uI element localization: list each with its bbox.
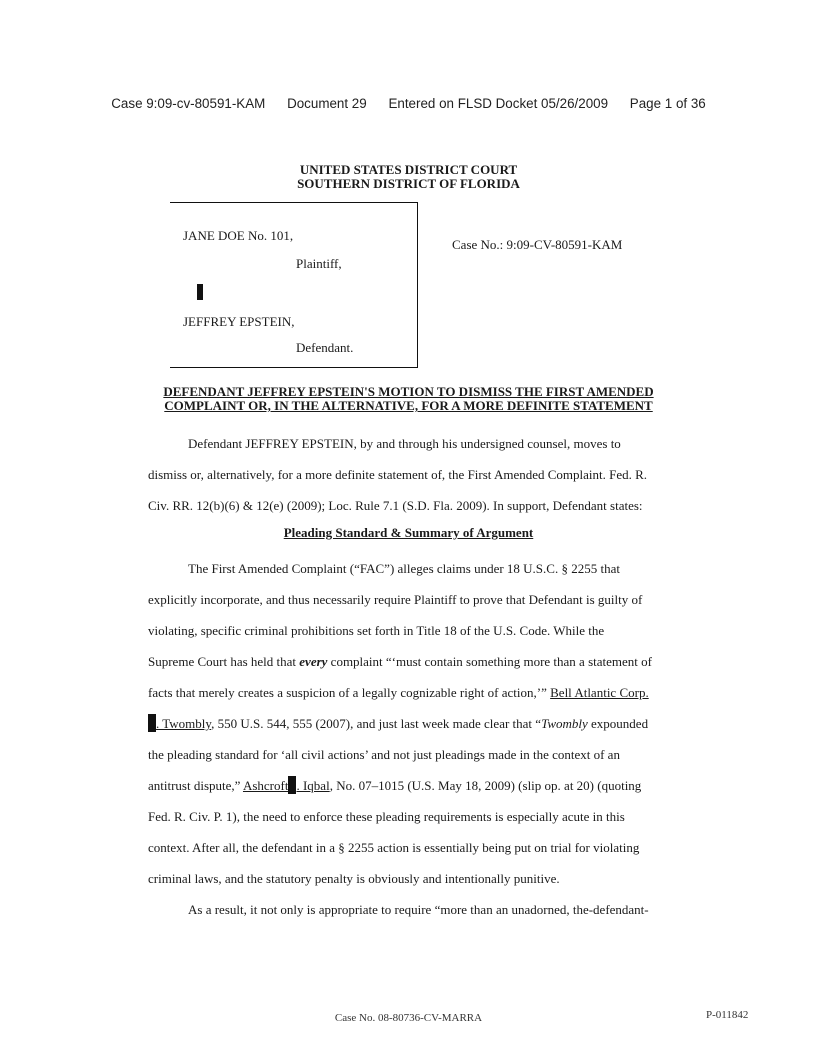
intro-paragraph (148, 428, 688, 521)
header-page: Page 1 of 36 (629, 96, 706, 111)
court-line-1: UNITED STATES DISTRICT COURT (299, 162, 518, 177)
paragraph-line: As a result, it not only is appropriate to require “more than an unadorned, the-defendant- (188, 902, 649, 917)
header-entered: Entered on FLSD Docket 05/26/2009 (388, 96, 609, 111)
case-caption-box (170, 202, 418, 368)
plaintiff-name: JANE DOE No. 101, (183, 228, 294, 243)
intro-line: Civ. RR. 12(b)(6) & 12(e) (2009); Loc. Rule 7.1 (S.D. Fla. 2009). In support, Defendant states: (148, 498, 643, 513)
paragraph-line (148, 646, 688, 677)
argument-paragraph (148, 553, 688, 925)
header-case: Case 9:09-cv-80591-KAM (111, 96, 266, 111)
ecf-header (0, 96, 817, 111)
defendant-name: JEFFREY EPSTEIN, (183, 314, 295, 329)
text-run: facts that merely creates a suspicion of a legally cognizable right of action,’” (148, 685, 551, 700)
citation-iqbal: . Iqbal (296, 778, 330, 793)
intro-line: dismiss or, alternatively, for a more definite statement of, the First Amended Complaint. Fed. R. (148, 467, 648, 482)
text-run: Supreme Court has held that (148, 654, 300, 669)
court-line-2: SOUTHERN DISTRICT OF FLORIDA (297, 176, 520, 191)
motion-title-line-1: DEFENDANT JEFFREY EPSTEIN'S MOTION TO DISMISS THE FIRST AMENDED (163, 384, 654, 399)
section-heading-text: Pleading Standard & Summary of Argument (283, 525, 534, 540)
motion-title (0, 385, 817, 413)
paragraph-line: context. After all, the defendant in a § 2255 action is essentially being put on trial for violating (148, 840, 640, 855)
emphasis-every: every (299, 654, 328, 669)
paragraph-line (148, 677, 688, 708)
paragraph-line: the pleading standard for ‘all civil actions’ and not just pleadings made in the context of an (148, 747, 620, 762)
paragraph-line: The First Amended Complaint (“FAC”) alleges claims under 18 U.S.C. § 2255 that (188, 561, 620, 576)
citation-twombly: . Twombly (156, 716, 212, 731)
text-run: expounded (587, 716, 649, 731)
bates-number: P-011842 (706, 1009, 749, 1021)
redaction-block (197, 284, 203, 300)
italic-twombly: Twombly (541, 716, 588, 731)
case-number: Case No.: 9:09-CV-80591-KAM (452, 237, 623, 252)
header-document: Document 29 (287, 96, 367, 111)
plaintiff-role: Plaintiff, (296, 256, 342, 271)
citation-ashcroft: Ashcroft (242, 778, 289, 793)
motion-title-line-2: COMPLAINT OR, IN THE ALTERNATIVE, FOR A MORE DEFINITE STATEMENT (164, 398, 653, 413)
paragraph-line: Fed. R. Civ. P. 1), the need to enforce these pleading requirements is especially acute in this (148, 809, 625, 824)
redaction-block (148, 714, 156, 732)
text-run: complaint “‘must contain something more than a statement of (327, 654, 652, 669)
court-name (0, 163, 817, 191)
paragraph-line: criminal laws, and the statutory penalty is obviously and intentionally punitive. (148, 871, 560, 886)
footer-case-number: Case No. 08-80736-CV-MARRA (334, 1012, 483, 1024)
text-run: antitrust dispute,” (148, 778, 243, 793)
paragraph-line (148, 708, 688, 739)
citation-bell-atlantic: Bell Atlantic Corp. (550, 685, 649, 700)
text-run: , No. 07–1015 (U.S. May 18, 2009) (slip op. at 20) (quoting (329, 778, 642, 793)
intro-line: Defendant JEFFREY EPSTEIN, by and through his undersigned counsel, moves to (188, 436, 621, 451)
paragraph-line (148, 770, 688, 801)
paragraph-line: violating, specific criminal prohibitions set forth in Title 18 of the U.S. Code. While the (148, 623, 605, 638)
paragraph-line: explicitly incorporate, and thus necessarily require Plaintiff to prove that Defendant is guilty of (148, 592, 643, 607)
text-run: , 550 U.S. 544, 555 (2007), and just last week made clear that “ (211, 716, 542, 731)
section-heading (0, 525, 817, 541)
defendant-role: Defendant. (296, 340, 354, 355)
